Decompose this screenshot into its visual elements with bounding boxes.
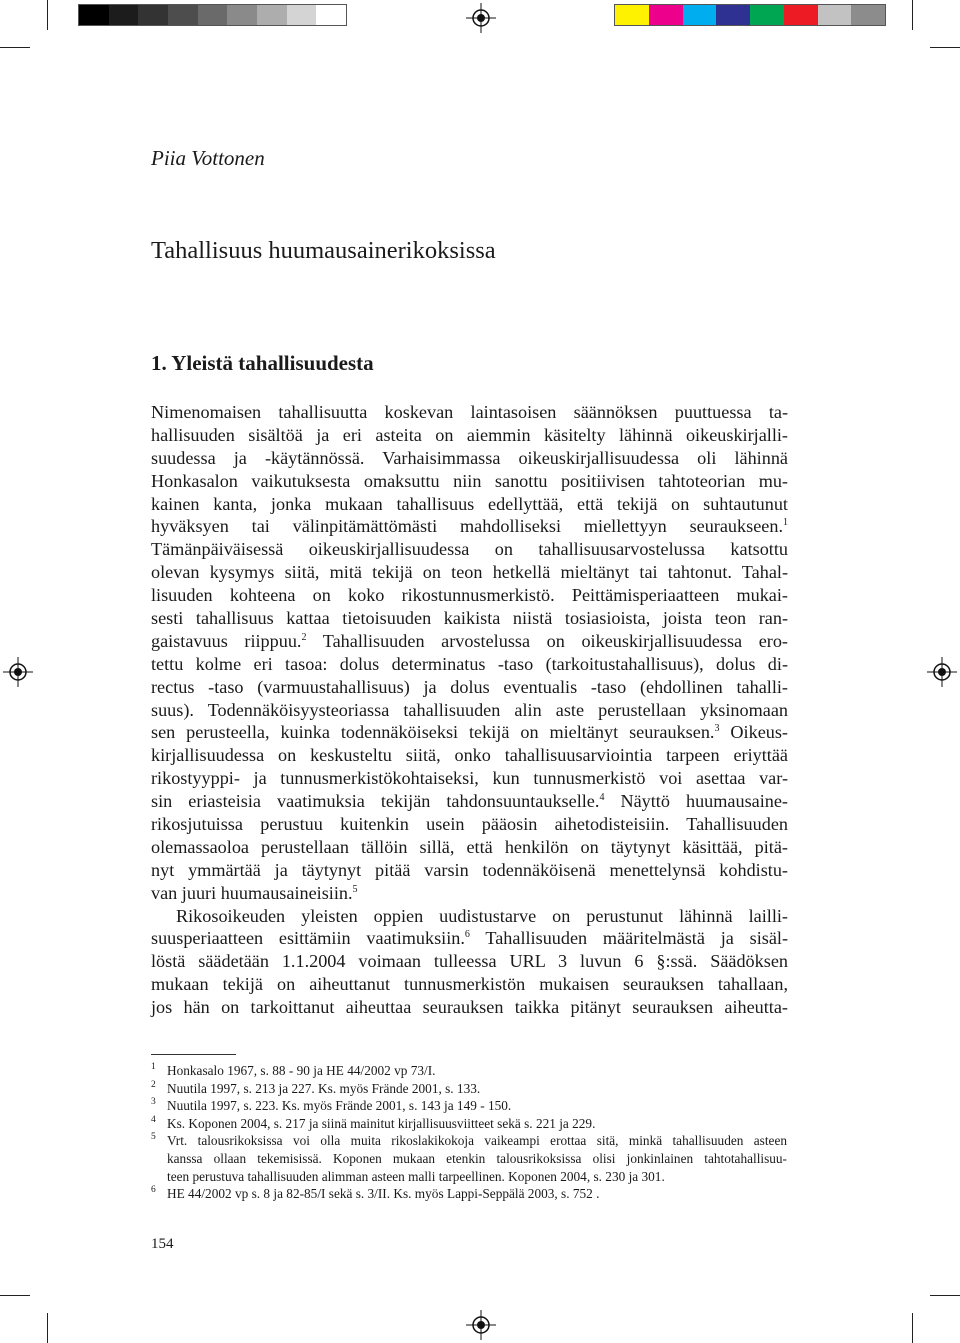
footnote-text: teen perustuva tahallisuuden alimman asteen malli tarpeellinen. Koponen 2004, s. 230 ja 301. bbox=[167, 1168, 665, 1184]
text-run: sen perusteella, kuinka todennäköiseksi tekijä on mieltänyt seurauksen. bbox=[151, 722, 715, 743]
text-run: rectus -taso (varmuustahallisuus) ja dolus eventualis -taso (ehdollinen tahalli- bbox=[151, 676, 788, 697]
text-run: Tämänpäiväisessä oikeuskirjallisuudessa on tahallisuusarvostelussa katsottu bbox=[151, 539, 788, 560]
color-swatch bbox=[109, 5, 139, 25]
page-number: 154 bbox=[151, 1236, 174, 1252]
footnote-ref[interactable]: 2 bbox=[301, 631, 307, 643]
text-run: olemassaoloa perustellaan tällöin sillä, että henkilön on täytynyt käsittää, pitä- bbox=[151, 836, 788, 857]
footnote-text: Vrt. talousrikoksissa voi olla muita rikoslakikokoja vaikeampi erottaa sitä, minkä tahallisuuden asteen bbox=[167, 1133, 787, 1149]
footnote-text: kanssa ollaan tekemisissä. Koponen mukaan etenkin talousrikoksissa olisi jonkinlainen tahtotahallisuu- bbox=[167, 1150, 787, 1166]
text-line bbox=[151, 859, 788, 882]
text-line bbox=[151, 470, 788, 493]
text-run: Näyttö huumausaine- bbox=[604, 791, 788, 812]
text-run: kirjallisuudessa on keskusteltu siitä, onko tahallisuusarviointia tarpeen eriyttää bbox=[151, 745, 788, 766]
text-line bbox=[151, 493, 788, 516]
footnote-text: Nuutila 1997, s. 213 ja 227. Ks. myös Frände 2001, s. 133. bbox=[167, 1080, 481, 1096]
registration-mark-icon bbox=[3, 657, 33, 687]
text-line bbox=[151, 515, 788, 538]
author-name: Piia Vottonen bbox=[151, 146, 265, 170]
text-run: suudessa ja -käytännössä. Varhaisimmassa oikeuskirjallisuudessa oli lähinnä bbox=[151, 447, 788, 468]
footnote-ref[interactable]: 3 bbox=[714, 723, 720, 735]
text-line bbox=[151, 813, 788, 836]
footnote-ref[interactable]: 4 bbox=[599, 792, 605, 804]
crop-mark bbox=[930, 1295, 960, 1296]
text-line bbox=[151, 996, 788, 1019]
footnote bbox=[151, 1132, 787, 1185]
text-line bbox=[151, 927, 788, 950]
text-run: tettu kolme eri tasoa: dolus determinatus -taso (tarkoitustahallisuus), dolus di- bbox=[151, 653, 788, 674]
text-line bbox=[151, 676, 788, 699]
footnote bbox=[151, 1097, 787, 1115]
text-run: sin eriasteisia vaatimuksia tekijän tahdonsuuntaukselle. bbox=[151, 791, 600, 812]
section-heading: 1. Yleistä tahallisuudesta bbox=[151, 351, 374, 375]
footnote-text: Nuutila 1997, s. 223. Ks. myös Frände 2001, s. 143 ja 149 - 150. bbox=[167, 1098, 512, 1114]
color-swatch bbox=[615, 5, 649, 25]
color-swatch bbox=[716, 5, 750, 25]
text-run: rikosjutuissa perustuu kuitenkin usein pääosin aihetodisteisiin. Tahallisuuden bbox=[151, 814, 788, 835]
text-line bbox=[151, 447, 788, 470]
color-swatch bbox=[198, 5, 228, 25]
footnote bbox=[151, 1080, 787, 1098]
footnote bbox=[151, 1115, 787, 1133]
footnote-number: 3 bbox=[151, 1097, 156, 1108]
footnote-number: 4 bbox=[151, 1114, 156, 1125]
text-line bbox=[151, 767, 788, 790]
text-line bbox=[151, 882, 788, 905]
color-swatch bbox=[227, 5, 257, 25]
text-run: mukaan tekijä on aiheuttanut tunnusmerkistön mukaisen seurauksen tahallaan, bbox=[151, 974, 788, 995]
text-line bbox=[151, 630, 788, 653]
text-run: löstä säädetään 1.1.2004 voimaan tulleessa URL 3 luvun 6 §:ssä. Säädöksen bbox=[151, 951, 788, 972]
footnotes bbox=[151, 1062, 787, 1203]
color-swatch bbox=[79, 5, 109, 25]
color-swatch bbox=[818, 5, 852, 25]
text-run: sesti tahallisuus kattaa tietoisuuden kaikista niistä tosiasioista, joista teon ran- bbox=[151, 608, 788, 629]
color-swatch bbox=[784, 5, 818, 25]
crop-mark bbox=[912, 1313, 913, 1343]
text-line bbox=[151, 538, 788, 561]
crop-mark bbox=[0, 47, 30, 48]
color-swatch bbox=[287, 5, 317, 25]
color-swatch bbox=[750, 5, 784, 25]
crop-mark bbox=[0, 1295, 30, 1296]
color-swatch bbox=[683, 5, 717, 25]
text-line bbox=[151, 561, 788, 584]
text-run: nyt ymmärtää ja täytynyt pitää varsin todennäköisenä menettelynsä kohdistu- bbox=[151, 859, 788, 880]
text-run: gaistavuus riippuu. bbox=[151, 630, 302, 651]
text-run: suusperiaatteen esittämiin vaatimuksiin. bbox=[151, 928, 465, 949]
text-run: suus). Todennäköisyysteoriassa tahallisuuden alin aste perustellaan yksinomaan bbox=[151, 699, 788, 720]
text-run: Honkasalon vaikutuksesta omaksuttu niin sanottu positiivisen tahtoteorian mu- bbox=[151, 470, 788, 491]
text-line bbox=[151, 424, 788, 447]
text-line bbox=[151, 607, 788, 630]
process-color-bar bbox=[614, 4, 886, 26]
text-run: hyväksyen tai välinpitämättömästi mahdolliseksi miellettyyn seuraukseen. bbox=[151, 516, 783, 537]
text-run: Rikosoikeuden yleisten oppien uudistustarve on perustunut lähinnä lailli- bbox=[176, 905, 788, 926]
article-title: Tahallisuus huumausainerikoksissa bbox=[151, 237, 496, 264]
footnote-divider bbox=[151, 1054, 236, 1055]
footnote-ref[interactable]: 1 bbox=[783, 517, 788, 529]
crop-mark bbox=[930, 47, 960, 48]
color-swatch bbox=[257, 5, 287, 25]
text-line bbox=[151, 905, 788, 928]
color-swatch bbox=[168, 5, 198, 25]
text-line bbox=[151, 584, 788, 607]
footnote-number: 6 bbox=[151, 1185, 156, 1196]
text-run: Tahallisuuden määritelmästä ja sisäl- bbox=[469, 928, 789, 949]
text-run: Oikeus- bbox=[719, 722, 788, 743]
footnote-number: 2 bbox=[151, 1079, 156, 1090]
text-run: van juuri huumausaineisiin. bbox=[151, 882, 353, 903]
body-text bbox=[151, 401, 788, 1019]
text-line bbox=[151, 950, 788, 973]
text-run: kainen kanta, jonka mukaan tahallisuus edellyttää, että tekijä on suhtautunut bbox=[151, 493, 788, 514]
text-run: Nimenomaisen tahallisuutta koskevan laintasoisen säännöksen puuttuessa ta- bbox=[151, 402, 788, 422]
registration-mark-icon bbox=[466, 1310, 496, 1340]
registration-mark-icon bbox=[466, 3, 496, 33]
text-run: jos hän on tarkoittanut aiheuttaa seurauksen taikka pitänyt seurauksen aiheutta- bbox=[151, 997, 788, 1018]
footnote-text: HE 44/2002 vp s. 8 ja 82-85/I sekä s. 3/II. Ks. myös Lappi-Seppälä 2003, s. 752 . bbox=[167, 1186, 600, 1202]
crop-mark bbox=[912, 0, 913, 30]
text-line bbox=[151, 836, 788, 859]
color-swatch bbox=[851, 5, 885, 25]
text-run: rikostyyppi- ja tunnusmerkistökohtaiseksi, kun tunnusmerkistö voi asettaa var- bbox=[151, 768, 788, 789]
text-run: olevan kysymys siitä, mitä tekijä on teon hetkellä mieltänyt tai tahtonut. Tahal- bbox=[151, 562, 788, 583]
registration-mark-icon bbox=[927, 657, 957, 687]
crop-mark bbox=[47, 1313, 48, 1343]
text-run: lisuuden kohteena on koko rikostunnusmerkistö. Peittämisperiaatteen mukai- bbox=[151, 585, 788, 606]
color-swatch bbox=[138, 5, 168, 25]
crop-mark bbox=[47, 0, 48, 30]
grayscale-color-bar bbox=[78, 4, 347, 26]
footnote-number: 1 bbox=[151, 1062, 156, 1072]
footnote bbox=[151, 1185, 787, 1203]
footnote-text: Ks. Koponen 2004, s. 217 ja siinä mainitut kirjallisuusviitteet sekä s. 221 ja 229. bbox=[167, 1115, 596, 1131]
footnote-ref[interactable]: 6 bbox=[464, 929, 470, 941]
text-line bbox=[151, 721, 788, 744]
text-line bbox=[151, 744, 788, 767]
text-line bbox=[151, 973, 788, 996]
footnote-text: Honkasalo 1967, s. 88 - 90 ja HE 44/2002 vp 73/I. bbox=[167, 1063, 436, 1078]
color-swatch bbox=[316, 5, 346, 25]
text-line bbox=[151, 790, 788, 813]
footnote-number: 5 bbox=[151, 1132, 156, 1143]
text-run: Tahallisuuden arvostelussa on oikeuskirjallisuudessa ero- bbox=[306, 630, 788, 651]
text-line bbox=[151, 699, 788, 722]
footnote bbox=[151, 1062, 787, 1080]
color-swatch bbox=[649, 5, 683, 25]
text-run: hallisuuden sisältöä ja eri asteita on aiemmin käsitelty lähinnä oikeuskirjalli- bbox=[151, 424, 788, 445]
text-line bbox=[151, 653, 788, 676]
footnote-ref[interactable]: 5 bbox=[352, 883, 358, 895]
text-line bbox=[151, 401, 788, 424]
